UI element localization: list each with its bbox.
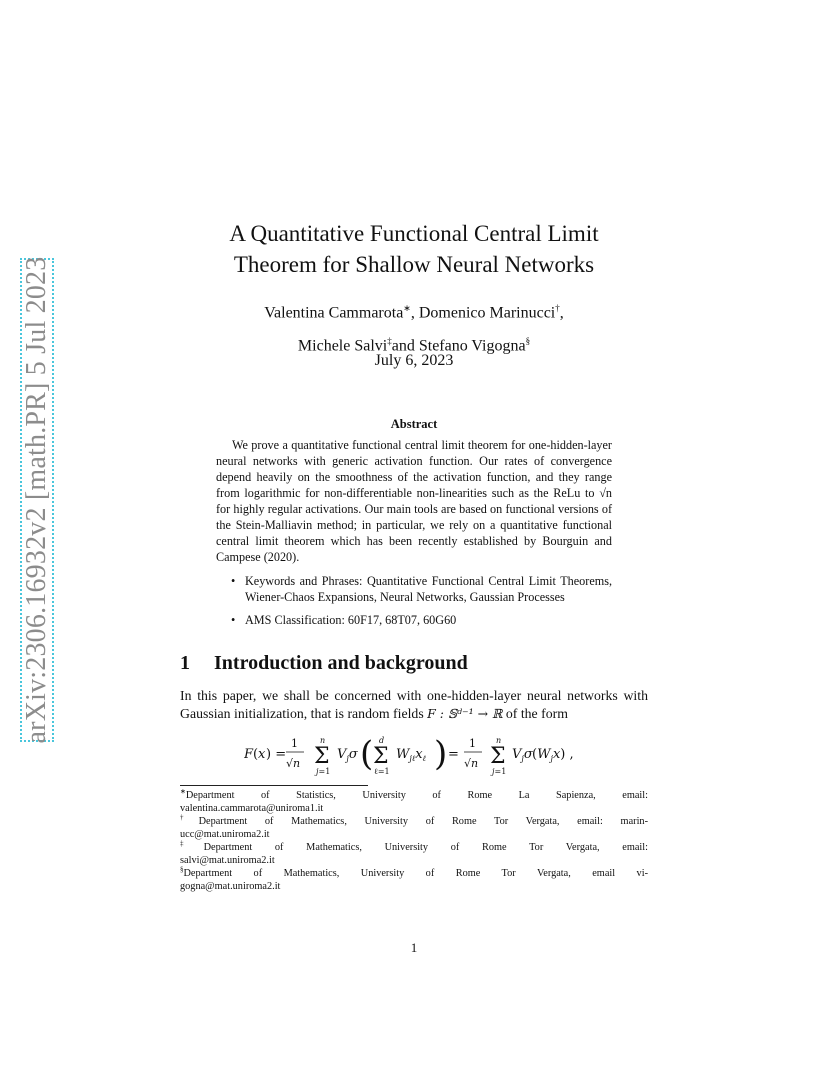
footnote-1 bbox=[180, 789, 648, 802]
bullet-icon: • bbox=[231, 574, 236, 588]
author-name: Domenico Marinucci bbox=[418, 304, 556, 322]
display-equation bbox=[0, 734, 828, 780]
svg-text:F: F bbox=[244, 747, 254, 762]
abstract-body: We prove a quantitative functional central limit theorem for one-hidden-layer neural networks with generic activation function. Our rates of convergence depend heavily on the smoothness of the activation function, and they range from logarithmic for non-differentiable non-linearities such as the ReLu to √n for highly regular activations. Our main tools are based on functional versions of the Stein-Malliavin method; in particular, we rely on a quantitative functional central limit theorem which has been recently established by Bourguin and Campese (2020). bbox=[216, 438, 612, 564]
svg-text:): ) bbox=[434, 734, 448, 774]
svg-text:√n: √n bbox=[464, 757, 479, 770]
footnote-2-cont: ucc@mat.uniroma2.it bbox=[180, 829, 270, 840]
equation-graphic bbox=[244, 734, 584, 780]
author-footnote-mark: ∗ bbox=[403, 303, 411, 313]
author-name: Valentina Cammarota bbox=[264, 304, 404, 322]
svg-text:Σ: Σ bbox=[490, 744, 506, 769]
svg-text:j=1: j=1 bbox=[492, 767, 507, 776]
footnote-3-cont: salvi@mat.uniroma2.it bbox=[180, 855, 275, 866]
svg-text:=: = bbox=[448, 747, 459, 762]
svg-text:j=1: j=1 bbox=[316, 767, 331, 776]
keywords-text: Keywords and Phrases: Quantitative Functional Central Limit Theorems, Wiener-Chaos Expansions, Neural Networks, Gaussian Processes bbox=[245, 574, 612, 604]
section-title: Introduction and background bbox=[214, 652, 468, 674]
svg-text:Wjℓxℓ: $W_{j\ell}x_\ell$ bbox=[396, 747, 426, 763]
svg-text:Vjσ: $V_j\sigma$ bbox=[512, 747, 533, 763]
footnote-2 bbox=[180, 815, 648, 828]
footnote-mark: ∗ bbox=[180, 787, 186, 796]
svg-text:(: ( bbox=[253, 747, 259, 762]
title-line-2: Theorem for Shallow Neural Networks bbox=[233, 252, 595, 277]
svg-text:n: n bbox=[496, 736, 502, 745]
intro-paragraph bbox=[180, 687, 648, 723]
footnote-mark: § bbox=[180, 865, 184, 874]
footnote-text: Department of Mathematics, University of Rome Tor Vergata, email: marin- bbox=[198, 816, 649, 827]
intro-text-end: of the form bbox=[502, 706, 568, 721]
keyword-list bbox=[231, 573, 612, 635]
inline-math: F : 𝕊ᵈ⁻¹ → ℝ bbox=[427, 706, 503, 721]
list-item bbox=[231, 573, 612, 605]
svg-text:1: 1 bbox=[291, 737, 298, 750]
author-list bbox=[180, 294, 648, 361]
intro-text: In this paper, we shall be concerned with one-hidden-layer neural networks with Gaussian initialization, that is random fields bbox=[180, 688, 648, 721]
arxiv-identifier-stamp bbox=[20, 258, 54, 742]
paper-date: July 6, 2023 bbox=[374, 352, 454, 369]
footnote-1-cont: valentina.cammarota@uniroma1.it bbox=[180, 803, 324, 814]
footnote-4-cont: gogna@mat.uniroma2.it bbox=[180, 881, 281, 892]
svg-text:) =: ) = bbox=[266, 747, 287, 762]
author-name: Stefano Vigogna bbox=[418, 337, 526, 355]
list-item bbox=[231, 612, 612, 628]
svg-text:Σ: Σ bbox=[373, 744, 389, 769]
author-conjunction: and bbox=[391, 337, 415, 355]
section-number: 1 bbox=[180, 652, 190, 674]
footnote-text: Department of Mathematics, University of Rome Tor Vergata, email: bbox=[203, 842, 648, 853]
footnote-rule bbox=[180, 785, 368, 786]
author-footnote-mark: † bbox=[555, 303, 560, 313]
footnote-4 bbox=[180, 867, 648, 880]
svg-text:(Wjx) ,: $(W_jx)$ , bbox=[532, 747, 574, 763]
author-name: Michele Salvi bbox=[297, 337, 388, 355]
svg-text:ℓ=1: ℓ=1 bbox=[374, 767, 390, 776]
footnotes bbox=[180, 789, 648, 893]
footnote-text: Department of Mathematics, University of Rome Tor Vergata, email vi- bbox=[183, 868, 648, 879]
author-footnote-mark: ‡ bbox=[387, 336, 392, 347]
svg-text:x: x bbox=[258, 747, 266, 762]
abstract-heading: Abstract bbox=[390, 417, 438, 431]
section-heading bbox=[180, 652, 468, 675]
svg-text:(: ( bbox=[360, 734, 374, 774]
footnote-mark: ‡ bbox=[180, 839, 204, 848]
svg-text:√n: √n bbox=[286, 757, 301, 770]
svg-text:Vjσ: $V_j\sigma$ bbox=[337, 747, 358, 763]
bullet-icon: • bbox=[231, 613, 236, 627]
page-number: 1 bbox=[410, 940, 418, 955]
svg-text:n: n bbox=[320, 736, 326, 745]
paper-title bbox=[180, 218, 648, 280]
author-footnote-mark: § bbox=[525, 336, 531, 347]
ams-classification: AMS Classification: 60F17, 68T07, 60G60 bbox=[245, 613, 457, 627]
svg-text:1: 1 bbox=[469, 737, 476, 750]
footnote-text: Department of Statistics, University of Rome La Sapienza, email: bbox=[185, 790, 648, 801]
footnote-3 bbox=[180, 841, 648, 854]
title-line-1: A Quantitative Functional Central Limit bbox=[229, 221, 599, 246]
author-line-1: Valentina Cammarota∗, Domenico Marinucci†, bbox=[264, 303, 564, 322]
svg-text:Σ: Σ bbox=[314, 744, 330, 769]
arxiv-identifier: arXiv:2306.16932v2 [math.PR] 5 Jul 2023 bbox=[21, 256, 52, 744]
svg-text:d: d bbox=[379, 736, 385, 745]
footnote-mark: † bbox=[180, 813, 199, 822]
